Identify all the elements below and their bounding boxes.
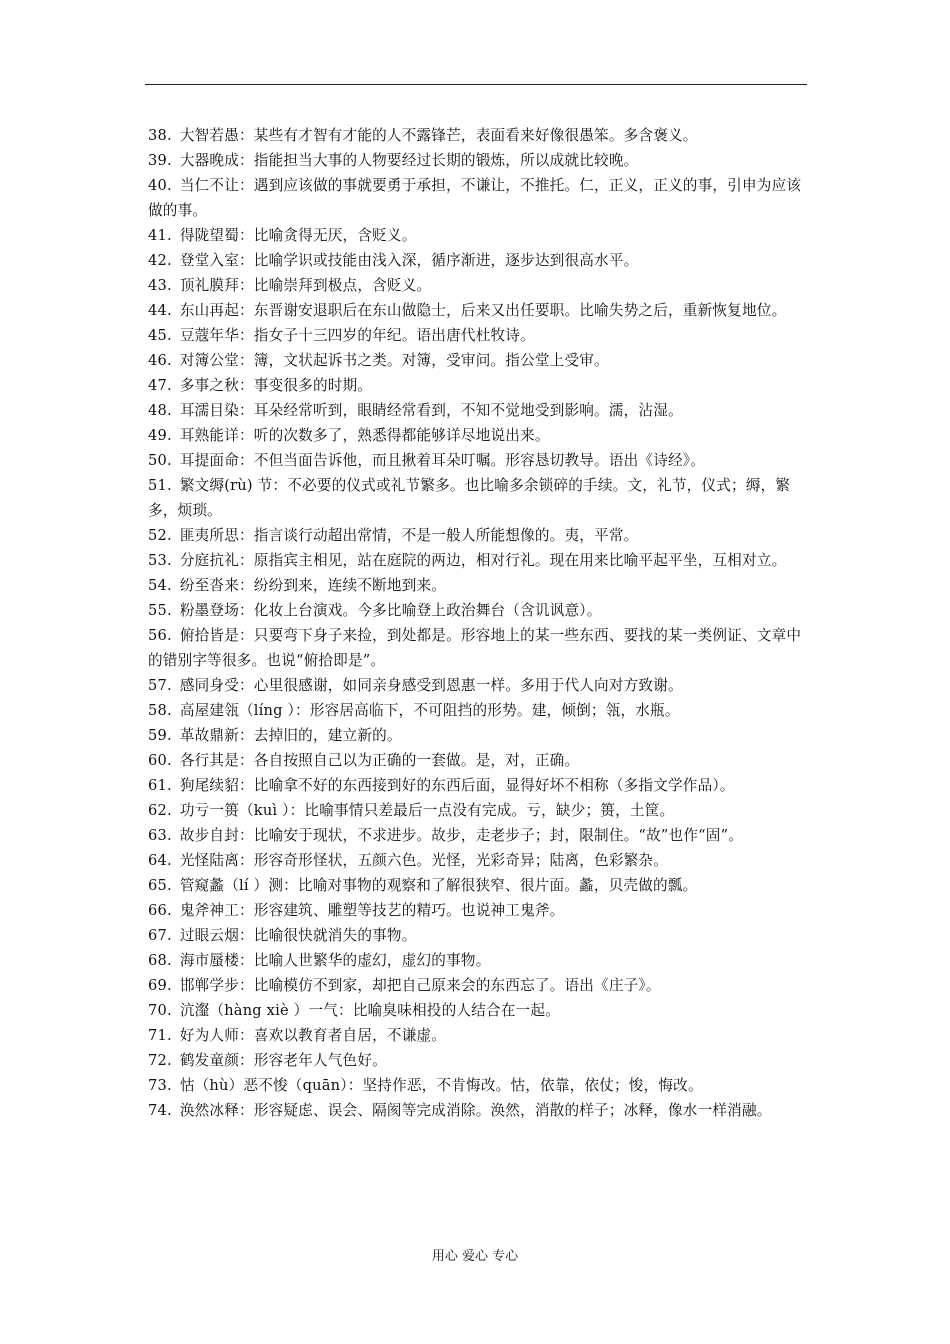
entry-number: 58. <box>148 702 172 719</box>
entry-number: 38. <box>148 127 172 144</box>
idiom-entry <box>148 698 813 723</box>
idiom-entry <box>148 398 813 423</box>
idiom-entry <box>148 223 813 248</box>
entry-number: 60. <box>148 752 172 769</box>
entry-number: 44. <box>148 302 172 319</box>
entry-number: 70. <box>148 1002 172 1019</box>
idiom-entry <box>148 148 813 173</box>
idiom-entry <box>148 173 813 223</box>
idiom-entry <box>148 373 813 398</box>
entry-number: 55. <box>148 602 172 619</box>
entry-number: 68. <box>148 952 172 969</box>
idiom-list <box>148 123 813 1123</box>
entry-number: 54. <box>148 577 172 594</box>
idiom-entry <box>148 948 813 973</box>
entry-text: 得陇望蜀：比喻贪得无厌，含贬义。 <box>179 227 417 244</box>
entry-text: 耳濡目染：耳朵经常听到，眼睛经常看到，不知不觉地受到影响。濡，沾湿。 <box>179 402 683 419</box>
entry-text: 大器晚成：指能担当大事的人物要经过长期的锻炼，所以成就比较晚。 <box>179 152 639 169</box>
entry-number: 72. <box>148 1052 172 1069</box>
entry-number: 46. <box>148 352 172 369</box>
idiom-entry <box>148 873 813 898</box>
idiom-entry <box>148 598 813 623</box>
idiom-entry <box>148 998 813 1023</box>
entry-text: 功亏一篑（kuì ）：比喻事情只差最后一点没有完成。亏，缺少；篑，土筐。 <box>179 802 675 819</box>
entry-number: 48. <box>148 402 172 419</box>
entry-number: 43. <box>148 277 172 294</box>
idiom-entry <box>148 448 813 473</box>
entry-text: 鹤发童颜：形容老年人气色好。 <box>179 1052 387 1069</box>
entry-number: 73. <box>148 1077 172 1094</box>
entry-text: 登堂入室：比喻学识或技能由浅入深，循序渐进，逐步达到很高水平。 <box>179 252 639 269</box>
entry-text: 鬼斧神工：形容建筑、雕塑等技艺的精巧。也说神工鬼斧。 <box>179 902 565 919</box>
entry-text: 粉墨登场：化妆上台演戏。今多比喻登上政治舞台（含讥讽意）。 <box>179 602 602 619</box>
entry-number: 65. <box>148 877 172 894</box>
entry-text: 豆蔻年华：指女子十三四岁的年纪。语出唐代杜牧诗。 <box>179 327 535 344</box>
idiom-entry <box>148 123 813 148</box>
entry-number: 69. <box>148 977 172 994</box>
entry-number: 67. <box>148 927 172 944</box>
entry-number: 51. <box>148 477 172 494</box>
idiom-entry <box>148 623 813 673</box>
idiom-entry <box>148 323 813 348</box>
entry-text: 耳提面命：不但当面告诉他，而且揪着耳朵叮嘱。形容恳切教导。语出《诗经》。 <box>179 452 706 469</box>
idiom-entry <box>148 823 813 848</box>
page-footer: 用心 爱心 专心 <box>431 1249 519 1264</box>
idiom-entry <box>148 573 813 598</box>
entry-text: 邯郸学步：比喻模仿不到家，却把自己原来会的东西忘了。语出《庄子》。 <box>179 977 661 994</box>
entry-number: 42. <box>148 252 172 269</box>
entry-number: 57. <box>148 677 172 694</box>
entry-text: 光怪陆离：形容奇形怪状，五颜六色。光怪，光彩奇异；陆离，色彩繁杂。 <box>179 852 669 869</box>
idiom-entry <box>148 973 813 998</box>
entry-number: 39. <box>148 152 172 169</box>
idiom-entry <box>148 298 813 323</box>
entry-text: 怙（hù）恶不悛（quān）：坚持作恶，不肯悔改。怙，依靠，依仗；悛，悔改。 <box>179 1077 703 1094</box>
entry-text: 当仁不让：遇到应该做的事就要勇于承担，不谦让，不推托。仁，正义，正义的事，引申为应该做的事。 <box>148 177 802 219</box>
idiom-entry <box>148 798 813 823</box>
idiom-entry <box>148 523 813 548</box>
entry-number: 41. <box>148 227 172 244</box>
entry-text: 东山再起：东晋谢安退职后在东山做隐士，后来又出任要职。比喻失势之后，重新恢复地位。 <box>179 302 787 319</box>
idiom-entry <box>148 723 813 748</box>
entry-text: 故步自封：比喻安于现状，不求进步。故步，走老步子；封，限制住。“故”也作“固”。 <box>179 827 744 844</box>
entry-number: 53. <box>148 552 172 569</box>
entry-text: 大智若愚：某些有才智有才能的人不露锋芒，表面看来好像很愚笨。多含褒义。 <box>179 127 698 144</box>
idiom-entry <box>148 673 813 698</box>
entry-number: 45. <box>148 327 172 344</box>
idiom-entry <box>148 473 813 523</box>
entry-number: 64. <box>148 852 172 869</box>
header-divider <box>145 84 807 85</box>
idiom-entry <box>148 748 813 773</box>
entry-number: 66. <box>148 902 172 919</box>
entry-text: 沆瀣（hàng xiè ）一气：比喻臭味相投的人结合在一起。 <box>179 1002 560 1019</box>
entry-text: 狗尾续貂：比喻拿不好的东西接到好的东西后面，显得好坏不相称（多指文学作品）。 <box>179 777 735 794</box>
entry-text: 过眼云烟：比喻很快就消失的事物。 <box>179 927 417 944</box>
entry-text: 感同身受：心里很感谢，如同亲身感受到恩惠一样。多用于代人向对方致谢。 <box>179 677 683 694</box>
idiom-entry <box>148 923 813 948</box>
entry-text: 对簿公堂：簿，文状起诉书之类。对簿，受审问。指公堂上受审。 <box>179 352 609 369</box>
entry-number: 52. <box>148 527 172 544</box>
idiom-entry <box>148 848 813 873</box>
entry-number: 49. <box>148 427 172 444</box>
entry-number: 61. <box>148 777 172 794</box>
entry-text: 管窥蠡（lí ）测：比喻对事物的观察和了解很狭窄、很片面。蠡，贝壳做的瓢。 <box>179 877 698 894</box>
entry-text: 多事之秋：事变很多的时期。 <box>179 377 373 394</box>
entry-number: 74. <box>148 1102 172 1119</box>
idiom-entry <box>148 248 813 273</box>
entry-text: 耳熟能详：听的次数多了，熟悉得都能够详尽地说出来。 <box>179 427 550 444</box>
entry-number: 47. <box>148 377 172 394</box>
entry-number: 40. <box>148 177 172 194</box>
entry-number: 50. <box>148 452 172 469</box>
entry-number: 71. <box>148 1027 172 1044</box>
idiom-entry <box>148 773 813 798</box>
entry-text: 分庭抗礼：原指宾主相见，站在庭院的两边，相对行礼。现在用来比喻平起平坐，互相对立。 <box>179 552 787 569</box>
idiom-entry <box>148 273 813 298</box>
entry-number: 59. <box>148 727 172 744</box>
entry-text: 各行其是：各自按照自己以为正确的一套做。是，对，正确。 <box>179 752 580 769</box>
entry-text: 高屋建瓴（líng ）：形容居高临下，不可阻挡的形势。建，倾倒；瓴，水瓶。 <box>179 702 680 719</box>
entry-text: 革故鼎新：去掉旧的，建立新的。 <box>179 727 402 744</box>
entry-number: 56. <box>148 627 172 644</box>
entry-number: 62. <box>148 802 172 819</box>
idiom-entry <box>148 423 813 448</box>
idiom-entry <box>148 898 813 923</box>
entry-text: 涣然冰释：形容疑虑、误会、隔阂等完成消除。涣然，消散的样子；冰释，像水一样消融。 <box>179 1102 772 1119</box>
idiom-entry <box>148 1098 813 1123</box>
idiom-entry <box>148 348 813 373</box>
entry-text: 顶礼膜拜：比喻崇拜到极点，含贬义。 <box>179 277 432 294</box>
entry-text: 海市蜃楼：比喻人世繁华的虚幻，虚幻的事物。 <box>179 952 491 969</box>
idiom-entry <box>148 1023 813 1048</box>
entry-text: 纷至沓来：纷纷到来，连续不断地到来。 <box>179 577 447 594</box>
entry-text: 繁文缛(rù) 节：不必要的仪式或礼节繁多。也比喻多余锁碎的手续。文，礼节，仪式；缛，繁多，烦琐。 <box>148 477 791 519</box>
entry-number: 63. <box>148 827 172 844</box>
entry-text: 好为人师：喜欢以教育者自居，不谦虚。 <box>179 1027 447 1044</box>
entry-text: 俯拾皆是：只要弯下身子来捡，到处都是。形容地上的某一些东西、要找的某一类例证、文章中的错别字等很多。也说“俯拾即是”。 <box>148 627 802 669</box>
idiom-entry <box>148 548 813 573</box>
idiom-entry <box>148 1048 813 1073</box>
idiom-entry <box>148 1073 813 1098</box>
entry-text: 匪夷所思：指言谈行动超出常情，不是一般人所能想像的。夷，平常。 <box>179 527 639 544</box>
